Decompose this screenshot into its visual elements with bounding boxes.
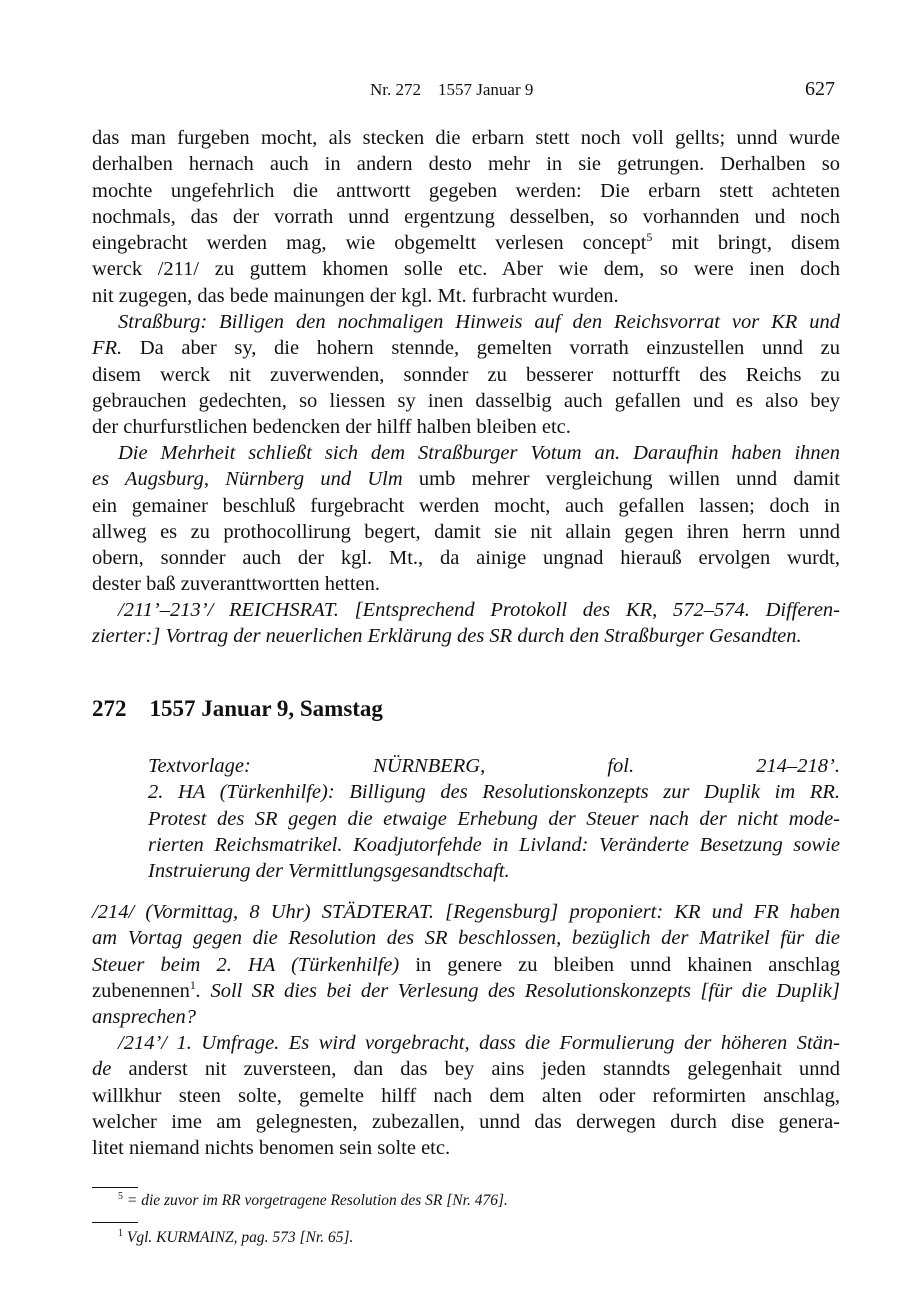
text-line xyxy=(92,623,840,649)
text-segment: der churfurstlichen bedencken der hilff halben bleiben etc. xyxy=(92,416,571,439)
footnote-reference: 1 xyxy=(189,977,196,992)
text-segment: welcher ime am gelegnesten, zubezallen, unnd das derwegen durch dise genera- xyxy=(92,1110,840,1133)
footnote-divider xyxy=(92,1187,138,1188)
text-segment: . Soll SR dies bei der Verlesung des Resolutionskonzepts [für die Duplik] xyxy=(195,979,840,1002)
text-segment: Steuer beim 2. HA (Türkenhilfe) xyxy=(92,953,400,976)
text-segment: /214’/ 1. Umfrage. Es wird vorgebracht, dass die Formulierung der höheren Stän- xyxy=(118,1032,840,1054)
text-segment: gebrauchen gedechten, so liessen sy inen dasselbig auch gefallen und es also bey xyxy=(92,389,840,412)
text-segment: anderst nit zuversteen, dan das bey ains jeden stanndts gelegenhait unnd xyxy=(111,1058,840,1081)
text-segment: mochte ungefehrlich die anttwortt gegeben werden: Die erbarn stett achteten xyxy=(92,179,840,202)
footnote-mark: 1 xyxy=(118,1228,123,1239)
text-segment: Protest des SR gegen die etwaige Erhebung der Steuer nach der nicht mode- xyxy=(148,807,840,830)
text-line xyxy=(92,925,840,951)
text-segment: eingebracht werden mag, wie obgemeltt verlesen concept xyxy=(92,232,647,255)
text-segment: in genere zu bleiben unnd khainen anschlag xyxy=(399,953,840,976)
footnote-1 xyxy=(118,1229,353,1247)
text-segment: das man furgeben mocht, als stecken die erbarn stett noch voll gellts; unnd wurde xyxy=(92,127,840,149)
text-segment: derhalben hernach auch in andern desto mehr in sie getrungen. Derhalben so xyxy=(92,153,840,176)
text-line xyxy=(92,1004,840,1030)
text-segment: ansprechen? xyxy=(92,1006,196,1029)
text-line xyxy=(92,1109,840,1135)
text-line xyxy=(92,1056,840,1082)
text-line xyxy=(92,414,840,440)
text-line xyxy=(92,151,840,177)
text-segment: umb mehrer vergleichung willen unnd damit xyxy=(402,468,840,491)
text-segment: am Vortag gegen die Resolution des SR beschlossen, bezüglich der Matrikel für die xyxy=(92,927,840,950)
text-line xyxy=(92,519,840,545)
text-line xyxy=(92,1135,840,1161)
text-line xyxy=(92,125,840,151)
text-segment: allweg es zu prothocollirung begert, damit sie nit allain gegen ihren herrn unnd xyxy=(92,520,840,543)
text-segment: Die Mehrheit schließt sich dem Straßburger Votum an. Daraufhin haben ihnen xyxy=(118,442,840,464)
text-line xyxy=(92,952,840,978)
paragraph xyxy=(92,597,840,650)
text-line xyxy=(148,806,840,832)
text-line xyxy=(92,899,840,925)
text-line xyxy=(92,493,840,519)
text-segment: FR. xyxy=(92,337,123,360)
paragraph xyxy=(92,1030,840,1161)
text-segment: zubenennen xyxy=(92,979,190,1002)
text-line xyxy=(148,753,840,779)
text-line xyxy=(92,440,840,466)
text-line xyxy=(92,230,840,256)
text-segment: de xyxy=(92,1058,112,1081)
text-line xyxy=(148,779,840,805)
text-segment: nit zugegen, das bede mainungen der kgl. Mt. furbracht wurden. xyxy=(92,284,619,307)
footnote-mark: 5 xyxy=(118,1191,123,1202)
footnote-reference: 5 xyxy=(646,230,653,245)
text-line xyxy=(148,858,840,884)
text-segment: disem werck nit zuverwenden, sonnder zu besserer notturfft des Reichs zu xyxy=(92,363,840,386)
text-segment: 2. HA (Türkenhilfe): Billigung des Resolutionskonzepts zur Duplik im RR. xyxy=(148,781,840,804)
text-segment: dester baß zuveranttwortten hetten. xyxy=(92,573,381,596)
text-line xyxy=(92,597,840,623)
paragraph xyxy=(92,309,840,440)
text-segment: ein gemainer beschluß furgebracht werden mocht, auch gefallen lassen; doch in xyxy=(92,494,840,517)
running-title: Nr. 272 1557 Januar 9 xyxy=(370,80,534,99)
text-line xyxy=(92,309,840,335)
text-segment: obern, sonnder auch der kgl. Mt., da ainige ungnad hierauß ervolgen wurdt, xyxy=(92,547,840,570)
footnote-text: Vgl. KURMAINZ, pag. 573 [Nr. 65]. xyxy=(123,1229,354,1246)
text-line xyxy=(92,1083,840,1109)
text-segment: nochmals, das der vorrath unnd ergentzung desselben, so vorhannden und noch xyxy=(92,205,840,228)
text-segment: zierter:] Vortrag der neuerlichen Erklärung des SR durch den Straßburger Gesandten. xyxy=(92,625,802,648)
text-line xyxy=(92,466,840,492)
text-line xyxy=(92,204,840,230)
text-line xyxy=(92,178,840,204)
text-segment: Straßburg: Billigen den nochmaligen Hinweis auf den Reichsvorrat vor KR und xyxy=(118,311,840,333)
text-line xyxy=(92,283,840,309)
page-number: 627 xyxy=(805,78,835,100)
text-line xyxy=(92,978,840,1004)
text-line xyxy=(92,388,840,414)
text-segment: Instruierung der Vermittlungsgesandtschaft. xyxy=(148,860,510,883)
paragraph xyxy=(92,125,840,309)
footnote-5 xyxy=(118,1192,508,1210)
text-line xyxy=(92,256,840,282)
text-segment: werck /211/ zu guttem khomen solle etc. Aber wie dem, so were inen doch xyxy=(92,258,840,281)
text-segment: willkhur steen solte, gemelte hilff nach dem alten oder reformirten anschlag, xyxy=(92,1084,840,1107)
text-segment: Da aber sy, die hohern stennde, gemelten vorrath einzustellen unnd zu xyxy=(122,337,840,360)
text-segment: mit bringt, disem xyxy=(652,232,840,255)
paragraph xyxy=(92,899,840,1030)
text-segment: /214/ (Vormittag, 8 Uhr) STÄDTERAT. [Regensburg] proponiert: KR und FR haben xyxy=(92,901,840,923)
text-segment: rierten Reichsmatrikel. Koadjutorfehde in Livland: Veränderte Besetzung sowie xyxy=(148,833,840,856)
text-line xyxy=(92,571,840,597)
text-line xyxy=(92,1030,840,1056)
footnote-divider xyxy=(92,1222,138,1223)
text-segment: /211’–213’/ REICHSRAT. [Entsprechend Protokoll des KR, 572–574. Differen- xyxy=(118,599,840,621)
regest-block xyxy=(148,753,840,884)
text-segment: litet niemand nichts benomen sein solte etc. xyxy=(92,1137,451,1160)
text-segment: Textvorlage: NÜRNBERG, fol. 214–218’. xyxy=(148,755,840,777)
footnote-text: = die zuvor im RR vorgetragene Resolution des SR [Nr. 476]. xyxy=(123,1192,508,1209)
text-line xyxy=(92,362,840,388)
text-line xyxy=(92,545,840,571)
paragraph xyxy=(92,440,840,598)
document-heading: 272 1557 Januar 9, Samstag xyxy=(92,696,383,721)
text-segment: es Augsburg, Nürnberg und Ulm xyxy=(92,468,403,491)
text-line xyxy=(148,832,840,858)
text-line xyxy=(92,335,840,361)
